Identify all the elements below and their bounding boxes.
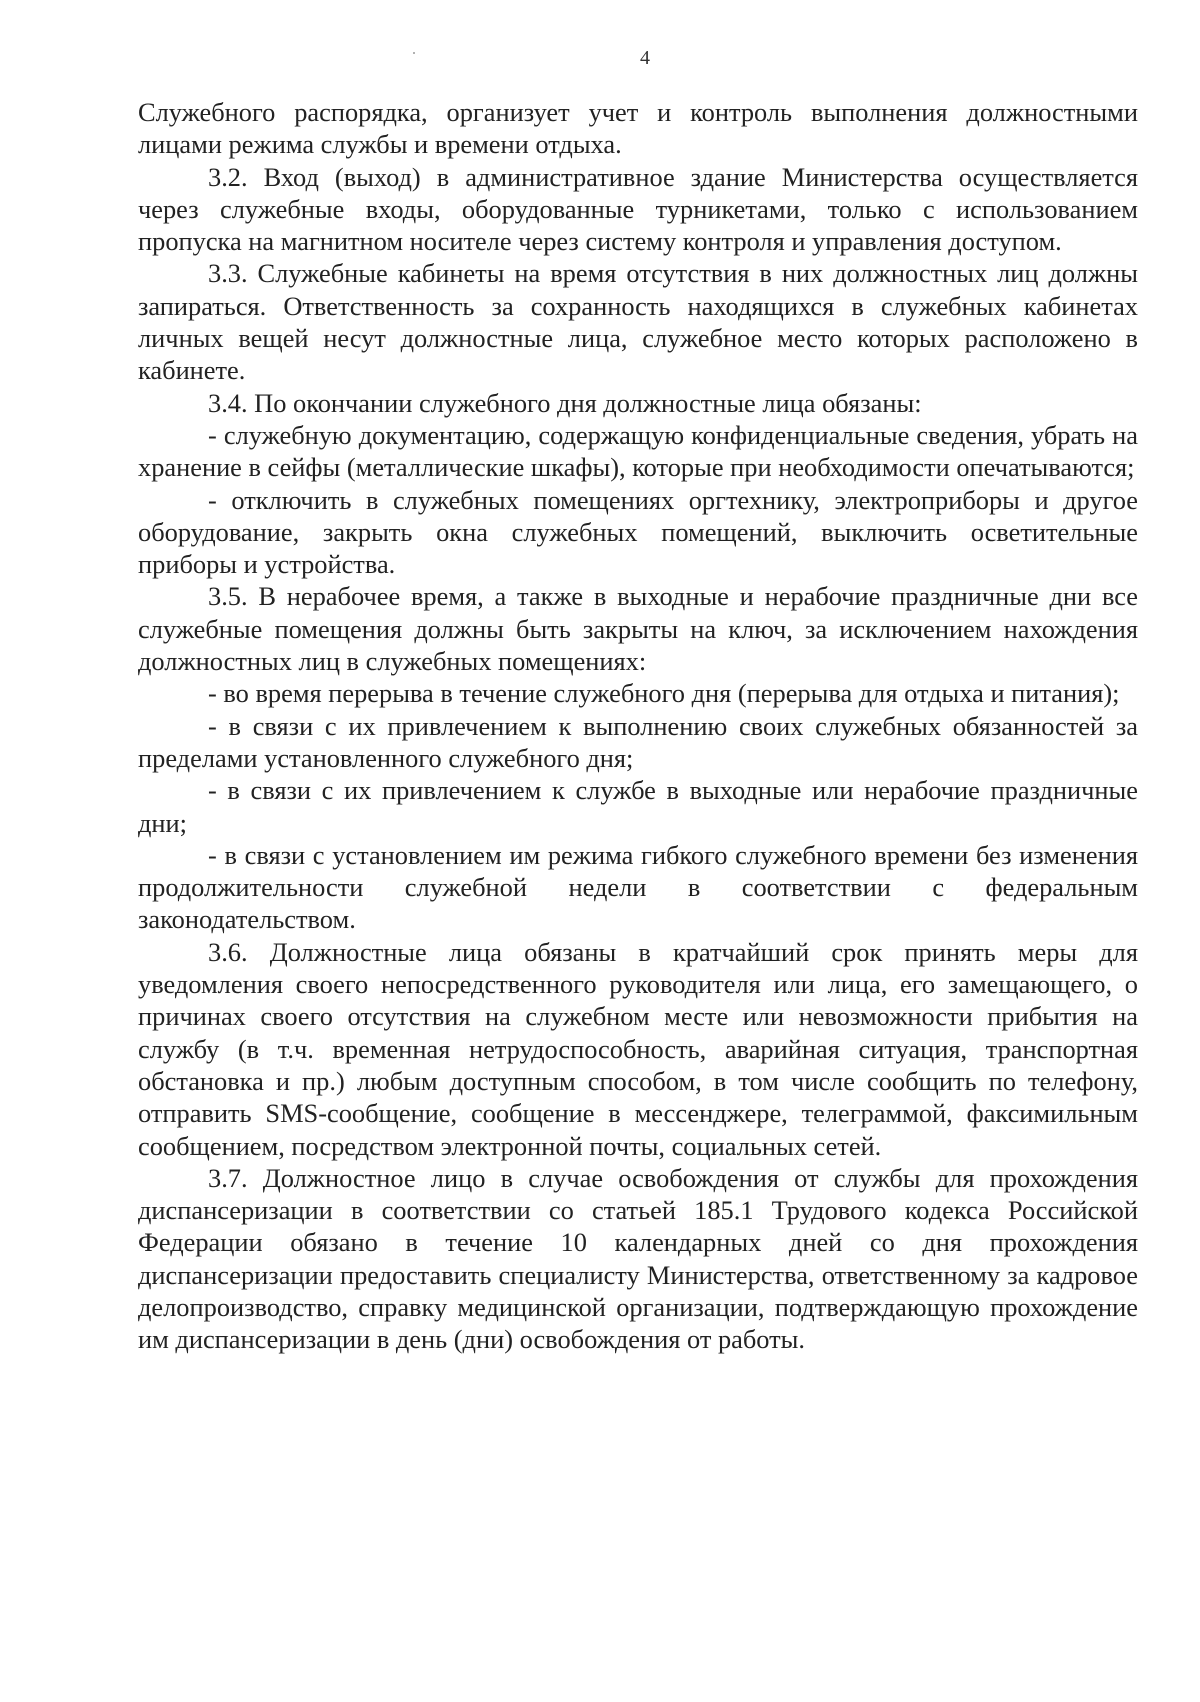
paragraph-3-6: 3.6. Должностные лица обязаны в кратчайший срок принять меры для уведомления своего непосредственного руководителя или лица, его замещающего, о причинах своего отсутствия на служебном месте или невозможности прибытия на службу (в т.ч. временная нетрудоспособность, аварийная ситуация, транспортная обстановка и пр.) любым доступным способом, в том числе сообщить по телефону, отправить SMS-сообщение, сообщение в мессенджере, телеграммой, факсимильным сообщением, посредством электронной почты, социальных сетей. (138, 936, 1138, 1161)
paragraph-continuation: Служебного распорядка, организует учет и контроль выполнения должностными лицами режима службы и времени отдыха. (138, 97, 1138, 160)
list-item-holidays: - в связи с их привлечением к службе в выходные или нерабочие праздничные дни; (138, 775, 1138, 838)
list-item-equipment: - отключить в служебных помещениях оргтехнику, электроприборы и другое оборудование, закрыть окна служебных помещений, выключить осветительные приборы и устройства. (138, 484, 1138, 580)
paragraph-3-4: 3.4. По окончании служебного дня должностные лица обязаны: (208, 387, 922, 418)
paragraph-3-2: 3.2. Вход (выход) в административное здание Министерства осуществляется через служебные входы, оборудованные турникетами, только с использованием пропуска на магнитном носителе через систему контроля и управления доступом. (138, 161, 1138, 257)
paragraph-3-7: 3.7. Должностное лицо в случае освобождения от службы для прохождения диспансеризации в соответствии со статьей 185.1 Трудового кодекса Российской Федерации обязано в течение 10 календарных дней со дня прохождения диспансеризации предоставить специалисту Министерства, ответственному за кадровое делопроизводство, справку медицинской организации, подтверждающую прохождение им диспансеризации в день (дни) освобождения от работы. (138, 1162, 1138, 1355)
list-item-documentation: - служебную документацию, содержащую конфиденциальные сведения, убрать на хранение в сейфы (металлические шкафы), которые при необходимости опечатываются; (138, 419, 1138, 483)
paragraph-3-3: 3.3. Служебные кабинеты на время отсутствия в них должностных лиц должны запираться. Ответственность за сохранность находящихся в служебных кабинетах личных вещей несут должностные лица, служебное место которых расположено в кабинете. (138, 258, 1138, 386)
page-number: 4 (640, 47, 650, 69)
paragraph-3-5: 3.5. В нерабочее время, а также в выходные и нерабочие праздничные дни все служебные помещения должны быть закрыты на ключ, за исключением нахождения должностных лиц в служебных помещениях: (138, 581, 1138, 677)
list-item-overtime: - в связи с их привлечением к выполнению своих служебных обязанностей за пределами установленного служебного дня; (138, 710, 1138, 773)
list-item-flexible-time: - в связи с установлением им режима гибкого служебного времени без изменения продолжительности служебной недели в соответствии с федеральным законодательством. (138, 839, 1138, 935)
document-body (138, 96, 1138, 1356)
list-item-break: - во время перерыва в течение служебного дня (перерыва для отдыха и питания); (208, 678, 1120, 709)
